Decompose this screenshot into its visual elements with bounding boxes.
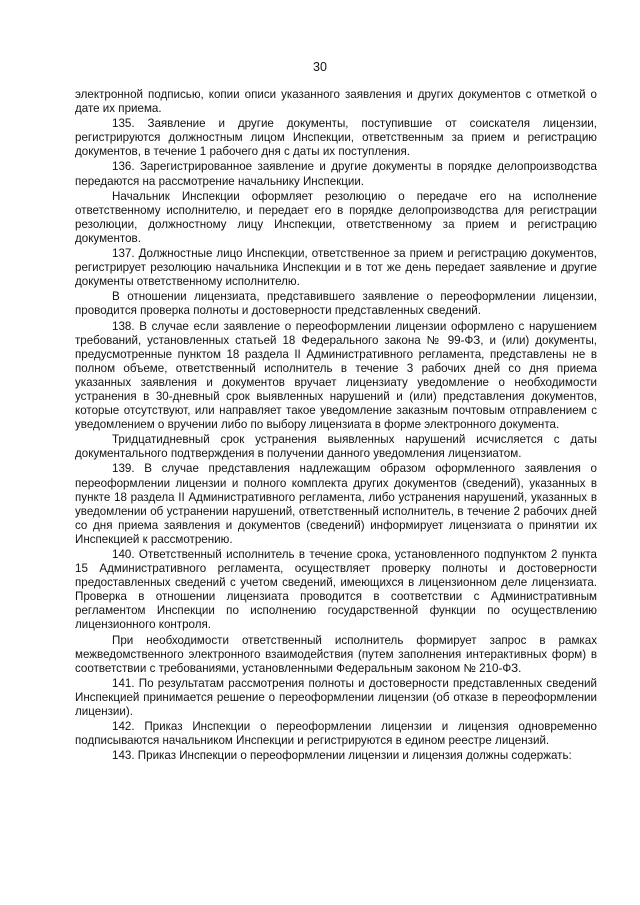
paragraph: 136. Зарегистрированное заявление и другие документы в порядке делопроизводства передаются на рассмотрение начальнику Инспекции. [75,160,597,188]
page-number: 30 [313,60,327,74]
paragraph: Тридцатидневный срок устранения выявленных нарушений исчисляется с даты документального подтверждения в получении данного уведомления лицензиатом. [75,433,597,461]
paragraph: 142. Приказ Инспекции о переоформлении лицензии и лицензия одновременно подписываются начальником Инспекции и регистрируются в едином реестре лицензий. [75,720,597,748]
paragraph: 139. В случае представления надлежащим образом оформленного заявления о переоформлении лицензии и полного комплекта других документов (сведений), указанных в пункте 18 раздела II Административного регламента, либо устранения нарушений, указанных в уведомлении об устранении нарушений, ответственный исполнитель, в течение 2 рабочих дней со дня приема заявления и документов (сведений) информирует лицензиата о принятии их Инспекцией к рассмотрению. [75,462,597,546]
paragraph: 143. Приказ Инспекции о переоформлении лицензии и лицензия должны содержать: [112,749,572,763]
paragraph: При необходимости ответственный исполнитель формирует запрос в рамках межведомственного электронного взаимодействия (путем заполнения интерактивных форм) в соответствии с требованиями, установленными Федеральным законом № 210-ФЗ. [75,633,597,675]
paragraph: 135. Заявление и другие документы, поступившие от соискателя лицензии, регистрируются должностным лицом Инспекции, ответственным за прием и регистрацию документов, в течение 1 рабочего дня с даты их поступления. [75,117,597,159]
paragraph: 141. По результатам рассмотрения полноты и достоверности представленных сведений Инспекцией принимается решение о переоформлении лицензии (об отказе в переоформлении лицензии). [75,676,597,719]
paragraph: В отношении лицензиата, представившего заявление о переоформлении лицензии, проводится проверка полноты и достоверности представленных сведений. [75,290,597,318]
paragraph: 140. Ответственный исполнитель в течение срока, установленного подпунктом 2 пункта 15 Административного регламента, осуществляет проверку полноты и достоверности предоставленных сведений с учетом сведений, имеющихся в лицензионном деле лицензиата. Проверка в отношении лицензиата проводится в соответствии с Административным регламентом Инспекции по исполнению государственной функции по осуществлению лицензионного контроля. [75,548,597,632]
paragraph: Начальник Инспекции оформляет резолюцию о передаче его на исполнение ответственному исполнителю, и передает его в порядке делопроизводства для регистрации резолюции, должностному лицу Инспекции, ответственному за прием и регистрацию документов. [75,189,597,245]
document-body [75,88,597,764]
paragraph: 138. В случае если заявление о переоформлении лицензии оформлено с нарушением требований, установленных статьей 18 Федерального закона № 99-ФЗ, и (или) документы, предусмотренные пунктом 18 раздела II Административного регламента, представлены не в полном объеме, ответственный исполнитель в течение 3 рабочих дней со дня приема указанных заявления и документов вручает лицензиату уведомление о необходимости устранения в 30-дневный срок выявленных нарушений и (или) представления документов, которые отсутствуют, или направляет такое уведомление заказным почтовым отправлением с уведомлением о вручении либо по выбору лицензиата в форме электронного документа. [75,319,597,432]
paragraph: электронной подписью, копии описи указанного заявления и других документов с отметкой о дате их приема. [75,88,597,116]
paragraph: 137. Должностные лицо Инспекции, ответственное за прием и регистрацию документов, регистрирует резолюцию начальника Инспекции и в тот же день передает заявление и другие документы ответственному исполнителю. [75,247,597,289]
